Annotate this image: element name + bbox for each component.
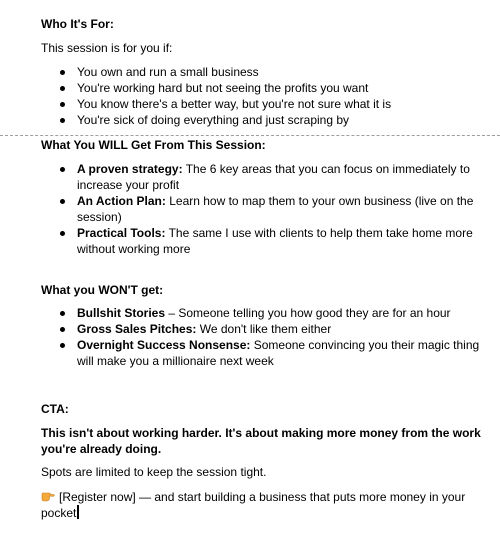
section-heading-cta: CTA: (41, 402, 69, 416)
list-item (77, 225, 487, 257)
section-intro: This session is for you if: (41, 41, 173, 55)
list-item-text: Learn how to map them to your own business (live on the session) (77, 194, 474, 224)
list-item (77, 161, 487, 193)
list-item-bold-label: Bullshit Stories (77, 306, 166, 320)
section-heading-who-its-for: Who It's For: (41, 17, 114, 31)
cta-limited-note: Spots are limited to keep the session tight. (41, 465, 267, 479)
list-item-bold-label: Overnight Success Nonsense: (77, 338, 251, 352)
list-item-text: – Someone telling you how good they are for an hour (165, 306, 451, 320)
list-item-bold-label: Practical Tools: (77, 226, 166, 240)
page-break-divider (0, 135, 500, 136)
cta-statement: This isn't about working harder. It's about making more money from the work you're already doing. (41, 426, 481, 456)
section-heading-what-you-wont-get: What you WON'T get: (41, 283, 164, 297)
list-item: You own and run a small business (77, 64, 487, 80)
list-item: You're working hard but not seeing the profits you want (77, 80, 487, 96)
list-item (77, 193, 487, 225)
list-item-text: The same I use with clients to help them take home more without working more (77, 226, 473, 256)
backhand-index-pointing-right-icon (41, 490, 55, 502)
list-item-text: We don't like them either (196, 322, 332, 336)
list-item (77, 321, 487, 337)
list-item (77, 305, 487, 321)
cta-register-line (41, 489, 486, 521)
list-item-bold-label: An Action Plan: (77, 194, 166, 208)
list-item: You're sick of doing everything and just scraping by (77, 112, 487, 128)
list-item: You know there's a better way, but you're not sure what it is (77, 96, 487, 112)
list-item-bold-label: A proven strategy: (77, 162, 183, 176)
list-item (77, 337, 487, 369)
text-cursor (77, 505, 79, 519)
list-item-text: Someone convincing you their magic thing will make you a millionaire next week (77, 338, 480, 368)
list-item-bold-label: Gross Sales Pitches: (77, 322, 197, 336)
list-item-text: The 6 key areas that you can focus on immediately to increase your profit (77, 162, 470, 192)
section-heading-what-you-will-get: What You WILL Get From This Session: (41, 138, 266, 152)
register-now-link[interactable]: [Register now] — and start building a business that puts more money in your pocket (41, 490, 466, 520)
